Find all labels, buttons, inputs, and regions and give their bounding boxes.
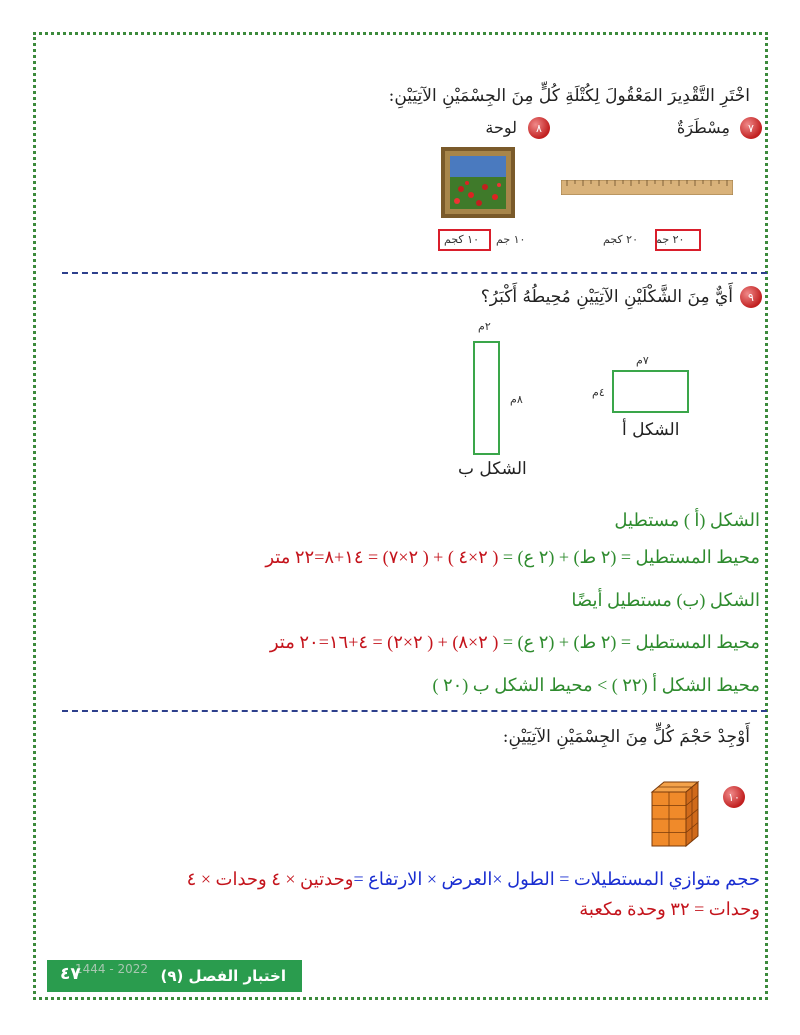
ruler-image [561,180,733,195]
solution-line-4-formula: محيط المستطيل = (٢ ط) + (٢ ع) = [502,632,760,652]
footer-banner [47,960,302,992]
cuboid-image [650,778,700,848]
item8-answer-box [438,229,491,251]
item7-label: مِسْطَرَةٌ [676,118,730,137]
painting-image [441,147,515,218]
instruction-mass: اخْتَرِ التَّقْدِيرَ المَعْقُولَ لِكُتْلَةِ كُلٍّ مِنَ الجِسْمَيْنِ الآتِيَيْنِ: [388,86,750,106]
shape-b-width-label: ٢م [478,320,491,333]
footer-watermark: 1444 - 2022 [75,962,149,976]
shape-a-height-label: ٤م [592,386,605,399]
item8-label: لوحة [485,118,517,137]
solution-line-1: الشكل (أ ) مستطيل [614,510,760,530]
shape-b-height-label: ٨م [510,393,523,406]
question-number-10: ١٠ [723,786,745,808]
shape-a-rectangle [612,370,689,413]
section-divider-2 [62,710,767,712]
volume-formula: حجم متوازي المستطيلات = الطول ×العرض × الارتفاع = [353,869,760,889]
section-divider-1 [62,272,767,274]
volume-solution-line-1 [187,869,760,890]
shape-b-rectangle [473,341,500,455]
item7-option-b[interactable]: ٢٠ كجم [603,233,638,246]
volume-calc-1: وحدتين × ٤ وحدات × ٤ [186,869,354,889]
item8-option-a[interactable]: ١٠ جم [496,233,526,246]
question-number-7: ٧ [740,117,762,139]
solution-line-3: الشكل (ب) مستطيل أيضًا [571,590,760,610]
question-9-text: أَيٌّ مِنَ الشَّكْلَيْنِ الآتِيَيْنِ مُحِيطُهُ أَكْبَرُ؟ [480,287,733,307]
item7-answer-box [655,229,701,251]
solution-line-4-calc: ( ٢×٨) + ( ٢×٢) = ٤+١٦=٢٠ متر [269,632,499,652]
item7-option-a[interactable]: ٢٠ جم [655,233,685,246]
item8-option-b[interactable]: ١٠ كجم [444,233,479,246]
question-number-8: ٨ [528,117,550,139]
volume-solution-line-2: وحدات = ٣٢ وحدة مكعبة [579,899,760,919]
question-number-9: ٩ [740,286,762,308]
solution-line-2-calc: ( ٢×٤ ) + ( ٢×٧) = ١٤+٨=٢٢ متر [265,547,499,567]
instruction-volume: أَوْجِدْ حَجْمَ كُلٍّ مِنَ الجِسْمَيْنِ الآتِيَيْنِ: [502,727,750,747]
solution-line-5: محيط الشكل أ (٢٢ ) > محيط الشكل ب (٢٠ ) [432,675,760,695]
footer-label: اختبار الفصل (٩) [160,967,286,985]
solution-line-4 [270,632,760,653]
page-number: ٤٧ [60,964,81,984]
shape-a-width-label: ٧م [636,354,649,367]
shape-b-name: الشكل ب [458,459,527,479]
solution-line-2-formula: محيط المستطيل = (٢ ط) + (٢ ع) = [502,547,760,567]
shape-a-name: الشكل أ [622,420,680,440]
solution-line-2 [265,547,760,568]
